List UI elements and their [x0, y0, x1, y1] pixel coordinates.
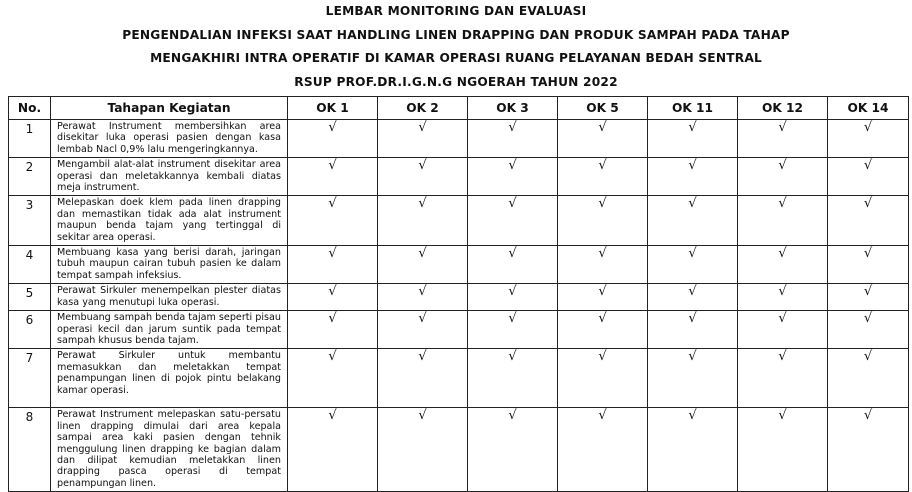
activity-cell: Perawat Sirkuler menempelkan plester diatas kasa yang menutupi luka operasi. [51, 284, 288, 311]
check-mark-ok2: √ [378, 311, 468, 349]
check-mark-ok3: √ [468, 349, 558, 408]
row-number: 1 [9, 120, 51, 158]
check-mark-ok2: √ [378, 158, 468, 196]
table-row [9, 311, 909, 349]
check-mark-ok12: √ [738, 246, 828, 284]
check-mark-ok5: √ [558, 246, 648, 284]
check-mark-ok2: √ [378, 408, 468, 492]
activity-cell: Membuang kasa yang berisi darah, jaringan tubuh maupun cairan tubuh pasien ke dalam tempat sampah infeksius. [51, 246, 288, 284]
check-mark-ok11: √ [648, 246, 738, 284]
check-mark-ok3: √ [468, 408, 558, 492]
check-mark-ok2: √ [378, 196, 468, 246]
check-mark-ok5: √ [558, 196, 648, 246]
activity-cell: Mengambil alat-alat instrument disekitar area operasi dan meletakkannya kembali diatas meja instrument. [51, 158, 288, 196]
row-number: 3 [9, 196, 51, 246]
document-header [0, 0, 912, 94]
document-subtitle-line-1: PENGENDALIAN INFEKSI SAAT HANDLING LINEN DRAPPING DAN PRODUK SAMPAH PADA TAHAP [122, 27, 790, 42]
row-number: 5 [9, 284, 51, 311]
check-mark-ok12: √ [738, 311, 828, 349]
check-mark-ok3: √ [468, 246, 558, 284]
check-mark-ok14: √ [828, 246, 909, 284]
check-mark-ok14: √ [828, 196, 909, 246]
check-mark-ok1: √ [288, 196, 378, 246]
check-mark-ok1: √ [288, 311, 378, 349]
table-row [9, 246, 909, 284]
check-mark-ok14: √ [828, 349, 909, 408]
check-mark-ok2: √ [378, 246, 468, 284]
check-mark-ok14: √ [828, 158, 909, 196]
column-header-activity: Tahapan Kegiatan [51, 97, 288, 120]
column-header-no: No. [9, 97, 51, 120]
check-mark-ok12: √ [738, 196, 828, 246]
column-header-ok2: OK 2 [378, 97, 468, 120]
check-mark-ok11: √ [648, 284, 738, 311]
check-mark-ok5: √ [558, 349, 648, 408]
activity-cell: Perawat Instrument melepaskan satu-persatu linen drapping dimulai dari area kepala sampai area kaki pasien dengan tehnik menggulung linen drapping ke bagian dalam dan dilipat kemudian meletakkan linen drapping pasca operasi di tempat penampungan linen. [51, 408, 288, 492]
check-mark-ok5: √ [558, 284, 648, 311]
check-mark-ok1: √ [288, 408, 378, 492]
column-header-ok14: OK 14 [828, 97, 909, 120]
check-mark-ok11: √ [648, 196, 738, 246]
table-row [9, 349, 909, 408]
table-row [9, 408, 909, 492]
row-number: 6 [9, 311, 51, 349]
activity-cell: Perawat Instrument membersihkan area disekitar luka operasi pasien dengan kasa lembab Nacl 0,9% lalu mengeringkannya. [51, 120, 288, 158]
check-mark-ok12: √ [738, 158, 828, 196]
check-mark-ok1: √ [288, 120, 378, 158]
document-subtitle-line-2: MENGAKHIRI INTRA OPERATIF DI KAMAR OPERASI RUANG PELAYANAN BEDAH SENTRAL [150, 51, 762, 65]
row-number: 8 [9, 408, 51, 492]
document-title: LEMBAR MONITORING DAN EVALUASI [325, 4, 587, 18]
check-mark-ok2: √ [378, 284, 468, 311]
row-number: 4 [9, 246, 51, 284]
activity-cell: Melepaskan doek klem pada linen drapping dan memastikan tidak ada alat instrument maupun benda tajam yang tertinggal di sekitar area operasi. [51, 196, 288, 246]
check-mark-ok2: √ [378, 349, 468, 408]
column-header-ok11: OK 11 [648, 97, 738, 120]
check-mark-ok1: √ [288, 246, 378, 284]
check-mark-ok5: √ [558, 408, 648, 492]
check-mark-ok3: √ [468, 158, 558, 196]
table-row [9, 284, 909, 311]
check-mark-ok2: √ [378, 120, 468, 158]
check-mark-ok12: √ [738, 408, 828, 492]
table-header-row [9, 97, 909, 120]
column-header-ok1: OK 1 [288, 97, 378, 120]
check-mark-ok3: √ [468, 120, 558, 158]
check-mark-ok1: √ [288, 158, 378, 196]
table-row [9, 120, 909, 158]
check-mark-ok11: √ [648, 408, 738, 492]
table-row [9, 158, 909, 196]
check-mark-ok5: √ [558, 311, 648, 349]
check-mark-ok11: √ [648, 349, 738, 408]
check-mark-ok14: √ [828, 408, 909, 492]
row-number: 2 [9, 158, 51, 196]
check-mark-ok1: √ [288, 349, 378, 408]
check-mark-ok14: √ [828, 284, 909, 311]
check-mark-ok12: √ [738, 120, 828, 158]
column-header-ok3: OK 3 [468, 97, 558, 120]
check-mark-ok5: √ [558, 120, 648, 158]
check-mark-ok14: √ [828, 120, 909, 158]
check-mark-ok3: √ [468, 196, 558, 246]
check-mark-ok1: √ [288, 284, 378, 311]
check-mark-ok3: √ [468, 311, 558, 349]
check-mark-ok11: √ [648, 158, 738, 196]
monitoring-table [8, 96, 909, 492]
check-mark-ok11: √ [648, 311, 738, 349]
check-mark-ok14: √ [828, 311, 909, 349]
check-mark-ok12: √ [738, 349, 828, 408]
check-mark-ok5: √ [558, 158, 648, 196]
check-mark-ok12: √ [738, 284, 828, 311]
table-row [9, 196, 909, 246]
column-header-ok5: OK 5 [558, 97, 648, 120]
activity-cell: Perawat Sirkuler untuk membantu memasukkan dan meletakkan tempat penampungan linen di pojok pintu belakang kamar operasi. [51, 349, 288, 408]
row-number: 7 [9, 349, 51, 408]
check-mark-ok11: √ [648, 120, 738, 158]
document-subtitle-line-3: RSUP PROF.DR.I.G.N.G NGOERAH TAHUN 2022 [294, 74, 618, 89]
check-mark-ok3: √ [468, 284, 558, 311]
column-header-ok12: OK 12 [738, 97, 828, 120]
activity-cell: Membuang sampah benda tajam seperti pisau operasi kecil dan jarum suntik pada tempat sampah khusus benda tajam. [51, 311, 288, 349]
